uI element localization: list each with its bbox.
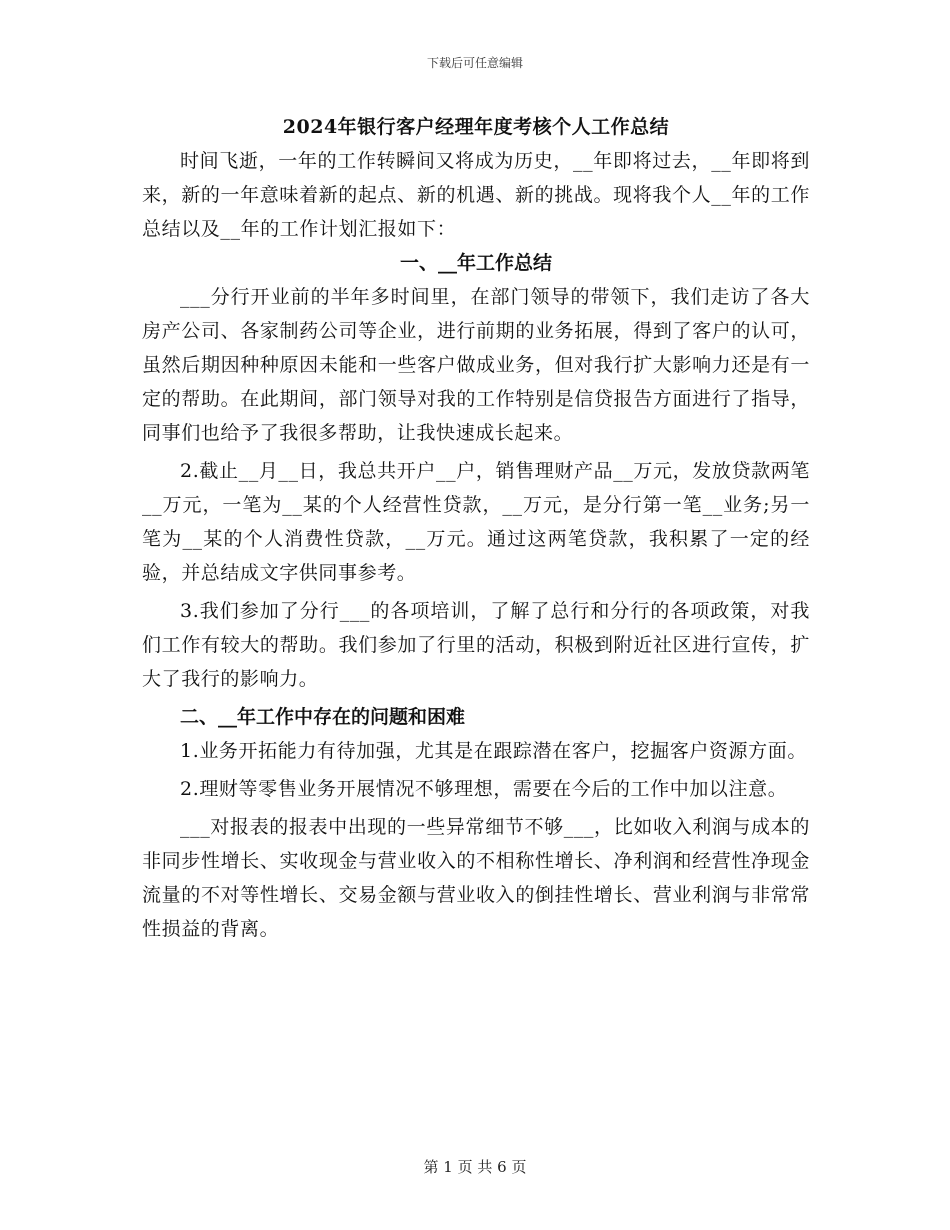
section-2-paragraph-1: 1.业务开拓能力有待加强，尤其是在跟踪潜在客户，挖掘客户资源方面。 (180, 740, 807, 762)
document-title: 2024年银行客户经理年度考核个人工作总结 (282, 116, 670, 138)
section-1-heading: 一、__年工作总结 (399, 252, 552, 274)
section-1-paragraph-2: 2.截止__月__日，我总共开户__户，销售理财产品__万元，发放贷款两笔__万元，一笔为__某的个人经营性贷款，__万元，是分行第一笔__业务;另一笔为__某的个人消费性贷款，__万元。通过这两笔贷款，我积累了一定的经验，并总结成文字供同事参考。 (142, 460, 810, 584)
section-2-paragraph-3: ___对报表的报表中出现的一些异常细节不够___，比如收入利润与成本的非同步性增长、实收现金与营业收入的不相称性增长、净利润和经营性净现金流量的不对等性增长、交易金额与营业收入的倒挂性增长、营业利润与非常常性损益的背离。 (142, 816, 810, 940)
section-1-paragraph-1: ___分行开业前的半年多时间里，在部门领导的带领下，我们走访了各大房产公司、各家制药公司等企业，进行前期的业务拓展，得到了客户的认可，虽然后期因种种原因未能和一些客户做成业务，但对我行扩大影响力还是有一定的帮助。在此期间，部门领导对我的工作特别是信贷报告方面进行了指导，同事们也给予了我很多帮助，让我快速成长起来。 (142, 286, 810, 444)
section-2-paragraph-2: 2.理财等零售业务开展情况不够理想，需要在今后的工作中加以注意。 (180, 778, 788, 800)
section-2-heading: 二、__年工作中存在的问题和困难 (180, 706, 466, 728)
intro-paragraph: 时间飞逝，一年的工作转瞬间又将成为历史，__年即将过去，__年即将到来，新的一年意味着新的起点、新的机遇、新的挑战。现将我个人__年的工作总结以及__年的工作计划汇报如下： (142, 150, 810, 240)
header-note: 下载后可任意编辑 (426, 56, 523, 70)
section-1-paragraph-3: 3.我们参加了分行___的各项培训，了解了总行和分行的各项政策，对我们工作有较大的帮助。我们参加了行里的活动，积极到附近社区进行宣传，扩大了我行的影响力。 (142, 600, 810, 690)
document-body (142, 110, 810, 946)
page-number: 第 1 页 共 6 页 (423, 1158, 527, 1176)
